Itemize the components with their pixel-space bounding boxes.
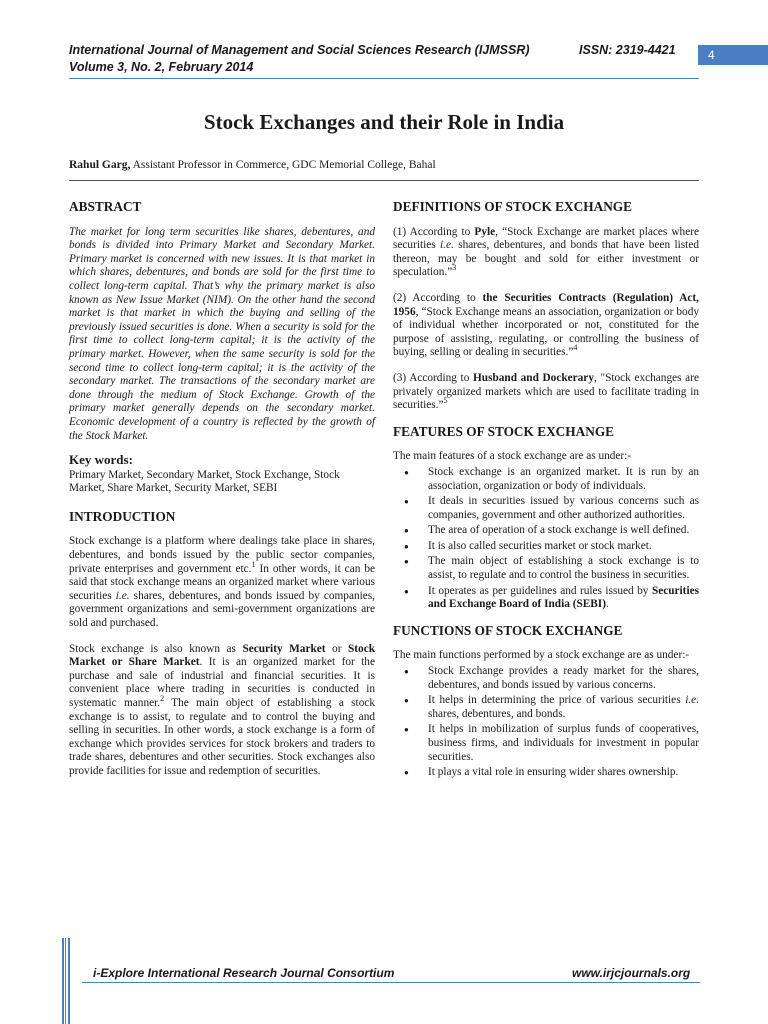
- definition-1: (1) According to Pyle, “Stock Exchange are market places where securities i.e. shares, debentures, and bonds that have been listed thereon, may be bought and sold for either investment or speculation.”$^3$: [393, 225, 699, 279]
- footnote-ref: 2: [160, 694, 165, 704]
- definition-2: (2) According to the Securities Contracts (Regulation) Act, 1956, “Stock Exchange means an association, organization or body of individual whether incorporated or not, constituted for the purpose of assisting, regulating, or controlling the business of buying, selling or dealing in securities.”$^4$: [393, 291, 699, 359]
- footer-decoration: [62, 938, 70, 1024]
- footnote-ref: 4: [573, 343, 578, 353]
- footer-consortium: i-Explore International Research Journal Consortium: [93, 966, 395, 980]
- abstract-heading: ABSTRACT: [69, 199, 142, 214]
- footnote-ref: 5: [443, 396, 448, 406]
- footer-divider: [82, 982, 700, 983]
- features-intro: The main features of a stock exchange are as under:-: [393, 450, 632, 463]
- functions-heading: FUNCTIONS OF STOCK EXCHANGE: [393, 622, 623, 638]
- definition-3: (3) According to Husband and Dockerary, "Stock exchanges are privately organized markets which are used to facilitate trading in securities.”$^5$: [393, 371, 699, 412]
- list-item: ● It helps in determining the price of various securities i.e. shares, debentures, and bonds.: [428, 694, 699, 721]
- title-divider: [69, 180, 699, 181]
- footnote-ref: 1: [251, 559, 256, 569]
- list-item: ● It helps in mobilization of surplus funds of cooperatives, business firms, and individuals for investment in popular securities.: [428, 723, 699, 764]
- footer-website: www.irjcjournals.org: [572, 966, 691, 980]
- introduction-paragraph-2: Stock exchange is also known as Security Market or Stock Market or Share Market. It is an organized market for the purchase and sale of industrial and financial securities. It is convenient place where trading in securities is conducted in systematic manner.$^2$ The main object of establishing a stock exchange is to assist, to regulate and to control the buying and selling in securities. In other words, a stock exchange is a form of exchange which provides services for stock brokers and traders to trade shares, debentures and other securities. Stock exchanges also provide facilities for issue and redemption of securities.: [69, 642, 376, 777]
- list-item: ● Stock exchange is an organized market. It is run by an association, organization or body of individuals.: [428, 466, 699, 493]
- author-line: [69, 159, 436, 171]
- list-item: ● The main object of establishing a stock exchange is to assist, to regulate and to control the business in securities.: [428, 555, 699, 582]
- list-item: ● It plays a vital role in ensuring wider shares ownership.: [428, 766, 699, 780]
- footnote-ref: 3: [452, 263, 457, 273]
- list-item: ● Stock Exchange provides a ready market for the shares, debentures, and bonds issued by various concerns.: [428, 665, 699, 692]
- functions-intro: The main functions performed by a stock exchange are as under:-: [393, 649, 690, 662]
- page-number: 4: [698, 45, 768, 65]
- paper-title: Stock Exchanges and their Role in India: [203, 110, 565, 134]
- functions-list: [393, 665, 699, 780]
- list-item: ● It is also called securities market or stock market.: [428, 540, 699, 554]
- list-item: ● The area of operation of a stock exchange is well defined.: [428, 524, 699, 538]
- features-list: [393, 466, 699, 612]
- introduction-heading: INTRODUCTION: [69, 508, 176, 524]
- keywords-text: Primary Market, Secondary Market, Stock Exchange, Stock Market, Share Market, Security Market, SEBI: [69, 468, 340, 495]
- journal-name: International Journal of Management and Social Sciences Research (IJMSSR): [69, 43, 530, 57]
- header-divider: [69, 78, 699, 79]
- list-item: ● It operates as per guidelines and rules issued by Securities and Exchange Board of India (SEBI).: [428, 585, 699, 612]
- features-heading: FEATURES OF STOCK EXCHANGE: [393, 423, 615, 439]
- abstract-text: The market for long term securities like shares, debentures, and bonds is divided into Primary Market and Secondary Market. Primary market is concerned with new issues. It is that market in which shares, debentures, and bonds are sold for the first time to collect long-term capital. That’s why the primary market is also known as New Issue Market (NIM). On the other hand the second market is that market in which the buying and selling of the previously issued securities is done. When a security is sold for the first time to collect long-term capital; it is the activity of the primary market. However, when the same security is sold for the second time to collect long-term capital; it is the activity of the secondary market. The transactions of the secondary market are done through the medium of Stock Exchange. Growth of the primary market generally depends on the secondary market. Economic development of a country is reflected by the growth of the Stock Market.: [69, 225, 375, 442]
- journal-issn: ISSN: 2319-4421: [579, 43, 676, 57]
- author-affiliation: Assistant Professor in Commerce, GDC Memorial College, Bahal: [132, 159, 436, 171]
- list-item: ● It deals in securities issued by various concerns such as companies, government and other authorized authorities.: [428, 495, 699, 522]
- author-name: Rahul Garg,: [69, 159, 131, 171]
- journal-volume: Volume 3, No. 2, February 2014: [69, 60, 254, 74]
- definitions-heading: DEFINITIONS OF STOCK EXCHANGE: [393, 199, 633, 214]
- right-column: [393, 200, 699, 792]
- keywords-heading: Key words:: [69, 452, 133, 468]
- left-column: [69, 200, 375, 791]
- introduction-paragraph-1: Stock exchange is a platform where dealings take place in shares, debentures, and bonds issued by the public sector companies, private enterprises and government etc.$^1$ In other words, it can be said that stock exchange means an organized market where various securities i.e. shares, debentures, and bonds issued by companies, government organizations and semi-government organizations are sold and purchased.: [69, 535, 375, 630]
